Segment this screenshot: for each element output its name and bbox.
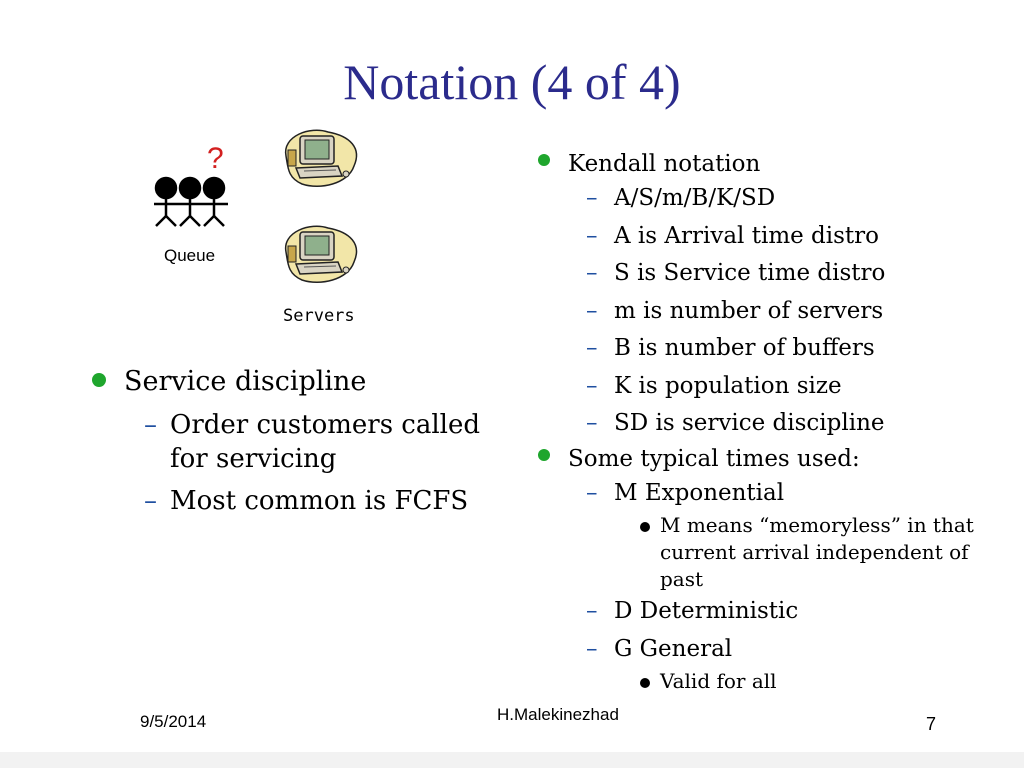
- sub-bullet-item: [538, 218, 1008, 256]
- sub-bullet-item: [92, 408, 512, 476]
- dash-bullet-icon: –: [144, 410, 157, 440]
- sub-bullet-item: [538, 368, 1008, 406]
- green-bullet-icon: [538, 154, 550, 166]
- dash-bullet-icon: –: [586, 297, 598, 324]
- bullet-text: Kendall notation: [568, 151, 761, 177]
- dash-bullet-icon: –: [586, 410, 598, 436]
- dash-bullet-icon: –: [586, 185, 598, 211]
- sub-bullet-item: [92, 484, 512, 518]
- sub-sub-bullet-text: Valid for all: [660, 669, 777, 693]
- footer-date: 9/5/2014: [140, 712, 207, 731]
- sub-bullet-item: [538, 293, 1008, 331]
- bullet-item: [538, 148, 1008, 180]
- sub-bullet-item: [538, 255, 1008, 293]
- dash-bullet-icon: –: [144, 486, 157, 516]
- dash-bullet-icon: –: [586, 372, 598, 399]
- footer-author: H.Malekinezhad: [497, 705, 619, 724]
- dash-bullet-icon: –: [586, 222, 598, 249]
- right-bullet-list: [538, 148, 1008, 695]
- sub-bullet-item: [538, 330, 1008, 368]
- sub-bullet-text: SD is service discipline: [614, 410, 885, 436]
- bullet-item: [92, 364, 512, 400]
- dash-bullet-icon: –: [586, 260, 598, 286]
- bullet-text: Service discipline: [124, 366, 367, 397]
- slide-title: Notation (4 of 4): [343, 54, 681, 110]
- dash-bullet-icon: –: [586, 598, 598, 624]
- sub-bullet-text: Most common is FCFS: [170, 486, 469, 516]
- sub-bullet-text: B is number of buffers: [614, 335, 875, 361]
- sub-bullet-text: D Deterministic: [614, 598, 799, 624]
- page-number: 7: [926, 714, 937, 734]
- queue-label: Queue: [164, 246, 216, 265]
- black-bullet-icon: [640, 678, 650, 688]
- green-bullet-icon: [538, 449, 550, 461]
- green-bullet-icon: [92, 373, 106, 387]
- sub-bullet-text: m is number of servers: [614, 297, 884, 324]
- dash-bullet-icon: –: [586, 335, 598, 361]
- server-computer-icon: [280, 126, 362, 192]
- queue-servers-figure: [140, 118, 380, 338]
- question-mark: ?: [207, 142, 224, 175]
- servers-label: Servers: [283, 306, 355, 326]
- dash-bullet-icon: –: [586, 479, 598, 506]
- sub-bullet-text: Order customers called for servicing: [170, 410, 481, 474]
- sub-bullet-item: [538, 593, 1008, 631]
- left-bullet-list: [92, 364, 512, 518]
- sub-bullet-text: K is population size: [614, 372, 842, 399]
- sub-bullet-item: [538, 405, 1008, 443]
- sub-sub-bullet-item: [538, 668, 1008, 695]
- sub-bullet-text: S is Service time distro: [614, 260, 886, 286]
- sub-bullet-item: [538, 180, 1008, 218]
- bullet-text: Some typical times used:: [568, 445, 860, 472]
- sub-sub-bullet-item: [538, 512, 1008, 593]
- dash-bullet-icon: –: [586, 635, 598, 662]
- server-computer-icon: [280, 222, 362, 288]
- bottom-band: [0, 752, 1024, 768]
- sub-sub-bullet-text: M means “memoryless” in that current arrival independent of past: [660, 513, 974, 591]
- black-bullet-icon: [640, 522, 650, 532]
- bullet-item: [538, 443, 1008, 475]
- sub-bullet-text: G General: [614, 635, 733, 662]
- sub-bullet-item: [538, 631, 1008, 669]
- sub-bullet-item: [538, 475, 1008, 513]
- sub-bullet-text: A is Arrival time distro: [614, 222, 880, 249]
- sub-bullet-text: M Exponential: [614, 479, 785, 506]
- sub-bullet-text: A/S/m/B/K/SD: [614, 185, 776, 211]
